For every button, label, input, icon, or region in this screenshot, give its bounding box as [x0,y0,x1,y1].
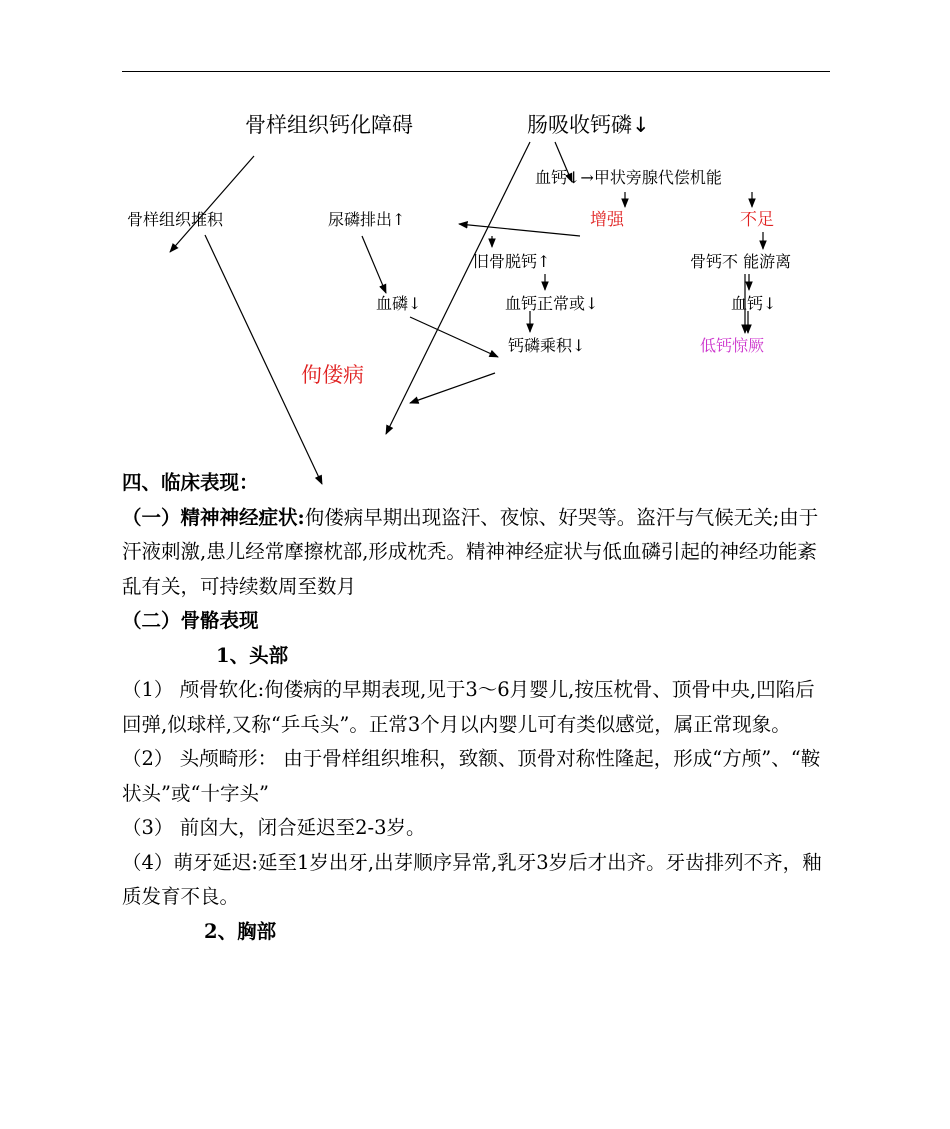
node-insufficient: 不足 [740,210,774,230]
arrow-urine-to-bloodp [362,236,386,293]
node-blood-calcium-parathyroid: 血钙↓→甲状旁腺代偿机能 [535,168,722,187]
arrow-pile-to-rickets [205,235,322,484]
arrow-product-to-left [410,373,495,403]
node-bone-calcium-not-free: 骨钙不 能游离 [690,252,792,271]
item-teething-delay: （4）萌牙延迟:延至1岁出牙,出芽顺序异常,乳牙3岁后才出齐。牙齿排列不齐，釉质发育不良。 [122,850,822,908]
subsection-title-neuro: （一）精神神经症状: [122,505,305,529]
node-blood-phosphate: 血磷↓ [376,294,422,313]
section-title-clinical: 四、临床表现： [122,471,259,494]
node-urine-phosphate: 尿磷排出↑ [328,210,406,229]
clinical-manifestations [122,466,834,949]
pathogenesis-diagram [0,0,950,500]
subsection-title-skeletal: （二）骨骼表现 [122,609,259,632]
arrow-bloodp-to-product [410,317,498,357]
paragraph-neuro-symptoms [122,501,834,605]
node-rickets: 佝偻病 [301,363,364,387]
heading-chest: 2、胸部 [204,919,277,943]
node-intestinal-absorption: 肠吸收钙磷↓ [527,113,650,137]
node-enhance: 增强 [590,210,624,230]
node-blood-calcium-normal: 血钙正常或↓ [505,294,599,313]
arrow-calc-to-pile [170,156,254,252]
arrow-enhance-to-urine [459,224,580,236]
heading-head: 1、头部 [216,643,289,667]
node-bone-calcification: 骨样组织钙化障碍 [245,113,413,137]
node-ca-p-product: 钙磷乘积↓ [508,336,586,355]
node-blood-calcium-low: 血钙↓ [731,294,777,313]
arrow-absorb-to-bottom [386,142,530,434]
node-bone-tissue-pile: 骨样组织堆积 [127,210,224,229]
node-hypocalcemic-convulsion: 低钙惊厥 [700,336,765,355]
neuro-symptoms-text: 佝偻病早期出现盗汗、夜惊、好哭等。盗汗与气候无关;由于汗液刺激,患儿经常摩擦枕部,形成枕秃。精神神经症状与低血磷引起的神经功能紊乱有关，可持续数周至数月 [122,505,819,598]
item-skull-softening: （1） 颅骨软化:佝偻病的早期表现,见于3～6月婴儿,按压枕骨、顶骨中央,凹陷后回弹,似球样,又称“乒乓头”。正常3个月以内婴儿可有类似感觉，属正常现象。 [122,678,815,736]
item-fontanelle: （3） 前囟大，闭合延迟至2-3岁。 [122,816,426,839]
node-old-bone-decalcify: 旧骨脱钙↑ [473,252,551,271]
item-skull-deformity: （2） 头颅畸形： 由于骨样组织堆积，致额、顶骨对称性隆起，形成“方颅”、“鞍状头”或“十字头” [122,747,821,805]
